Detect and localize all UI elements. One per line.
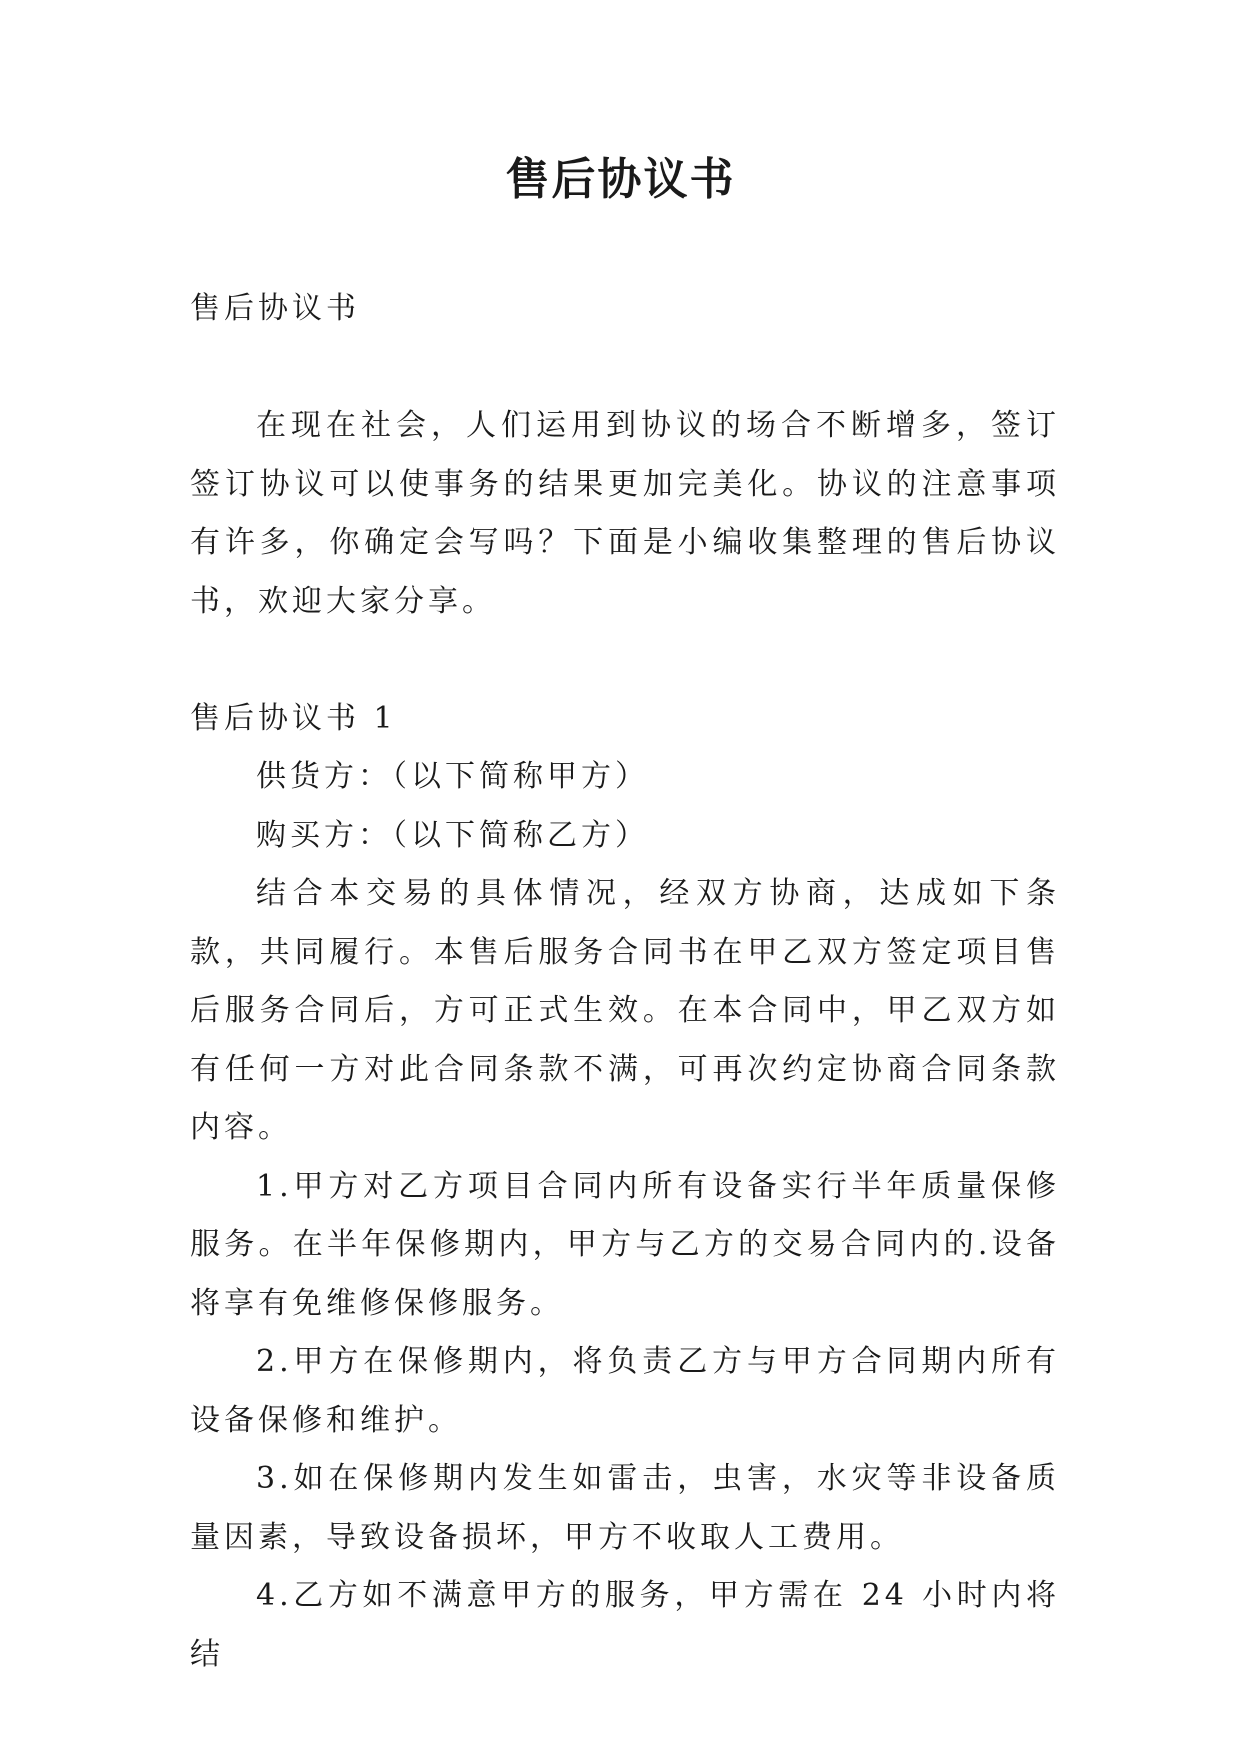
intro-paragraph: 在现在社会，人们运用到协议的场合不断增多，签订签订协议可以使事务的结果更加完美化。协议的注意事项有许多，你确定会写吗？下面是小编收集整理的售后协议书，欢迎大家分享。 <box>190 408 1060 619</box>
clause-4: 4.乙方如不满意甲方的服务，甲方需在 24 小时内将结 <box>190 1578 1060 1672</box>
supplier-line: 供货方：（以下简称甲方） <box>256 759 649 794</box>
section-heading: 售后协议书 1 <box>190 700 397 736</box>
clause-3: 3.如在保修期内发生如雷击，虫害，水灾等非设备质量因素，导致设备损坏，甲方不收取人工费用。 <box>190 1461 1060 1555</box>
document-body <box>190 280 1060 1684</box>
agreement-intro-paragraph: 结合本交易的具体情况，经双方协商，达成如下条款，共同履行。本售后服务合同书在甲乙双方签定项目售后服务合同后，方可正式生效。在本合同中，甲乙双方如有任何一方对此合同条款不满，可再次约定协商合同条款内容。 <box>190 876 1060 1145</box>
document-title: 售后协议书 <box>505 154 736 205</box>
clause-2: 2.甲方在保修期内，将负责乙方与甲方合同期内所有设备保修和维护。 <box>190 1344 1060 1438</box>
document-subtitle: 售后协议书 <box>190 291 360 326</box>
buyer-line: 购买方：（以下简称乙方） <box>256 817 649 853</box>
clause-1: 1.甲方对乙方项目合同内所有设备实行半年质量保修服务。在半年保修期内，甲方与乙方的交易合同内的.设备将享有免维修保修服务。 <box>190 1168 1060 1321</box>
